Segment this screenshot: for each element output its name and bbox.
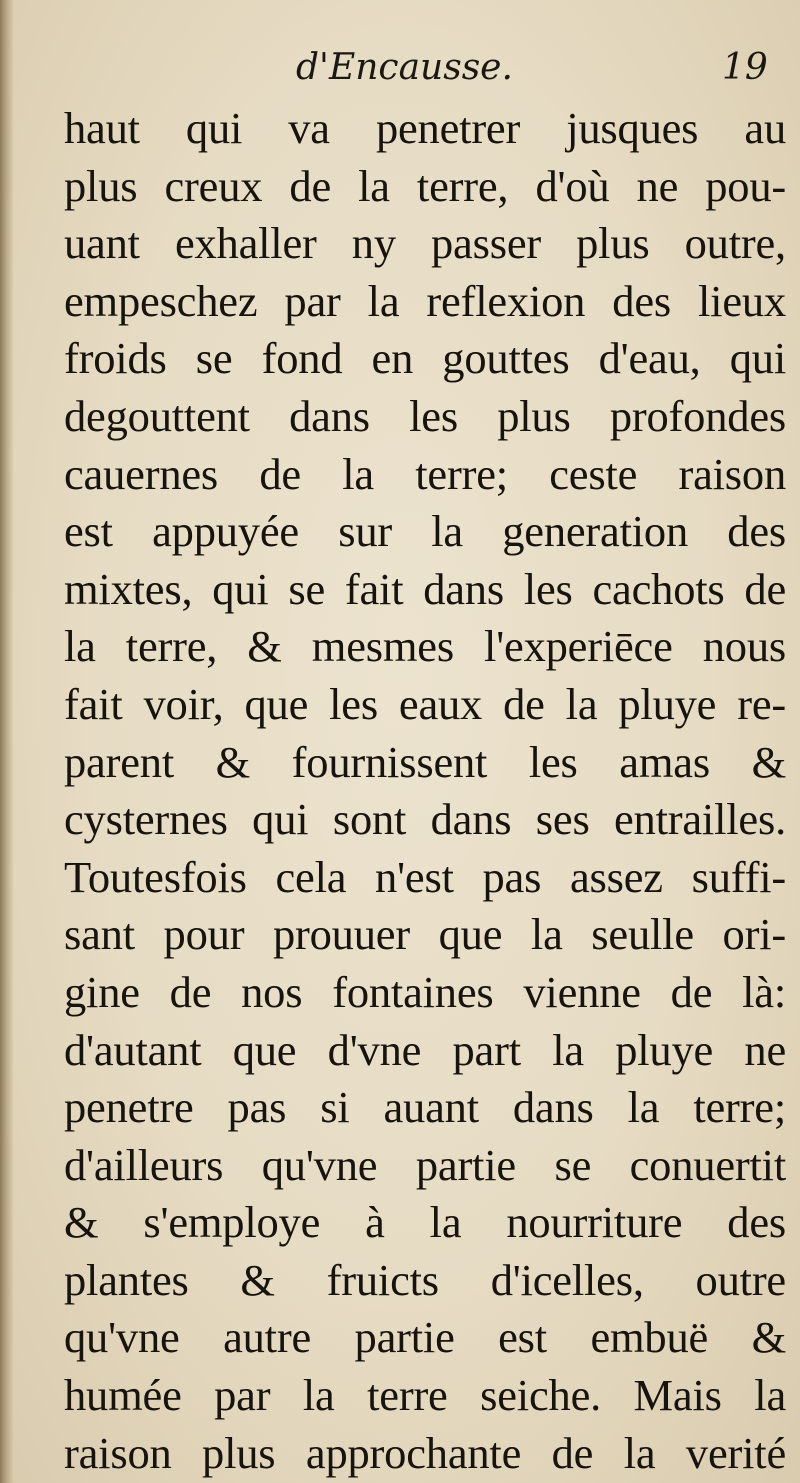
text-line: d'ailleurs qu'vne partie se conuertit xyxy=(64,1139,786,1190)
text-line: la terre, & mesmes l'experiēce nous xyxy=(64,621,786,672)
text-line: uant exhaller ny passer plus outre, xyxy=(64,218,786,269)
text-line: plantes & fruicts d'icelles, outre xyxy=(64,1254,786,1305)
text-line: & s'employe à la nourriture des xyxy=(64,1197,786,1248)
text-line: raison plus approchante de la verité xyxy=(64,1427,786,1478)
text-line: cysternes qui sont dans ses entrailles. xyxy=(64,794,786,845)
text-line: humée par la terre seiche. Mais la xyxy=(64,1370,786,1421)
page-gutter-shadow xyxy=(0,0,14,1483)
text-line: mixtes, qui se fait dans les cachots de xyxy=(64,563,786,614)
text-line: haut qui va penetrer jusques au xyxy=(64,103,786,153)
text-line: fait voir, que les eaux de la pluye re- xyxy=(64,678,786,729)
text-line: degouttent dans les plus profondes xyxy=(64,390,786,441)
running-title: d'Encausse. xyxy=(296,47,513,88)
text-line: sant pour prouuer que la seulle ori- xyxy=(64,909,786,960)
body-text xyxy=(64,100,786,1482)
text-line: est appuyée sur la generation des xyxy=(64,506,786,557)
text-line: penetre pas si auant dans la terre; xyxy=(64,1082,786,1133)
text-line: qu'vne autre partie est embuë & xyxy=(64,1312,786,1363)
text-line: cauernes de la terre; ceste raison xyxy=(64,448,786,499)
text-line: parent & fournissent les amas & xyxy=(64,736,786,787)
text-line: empeschez par la reflexion des lieux xyxy=(64,275,786,326)
text-line: d'autant que d'vne part la pluye ne xyxy=(64,1024,786,1075)
text-line: gine de nos fontaines vienne de là: xyxy=(64,966,786,1017)
page-number: 19 xyxy=(722,47,768,88)
text-line: Toutesfois cela n'est pas assez suffi- xyxy=(64,851,786,902)
text-line: froids se fond en gouttes d'eau, qui xyxy=(64,333,786,384)
text-line: plus creux de la terre, d'où ne pou- xyxy=(64,160,786,211)
page-header xyxy=(0,48,800,88)
